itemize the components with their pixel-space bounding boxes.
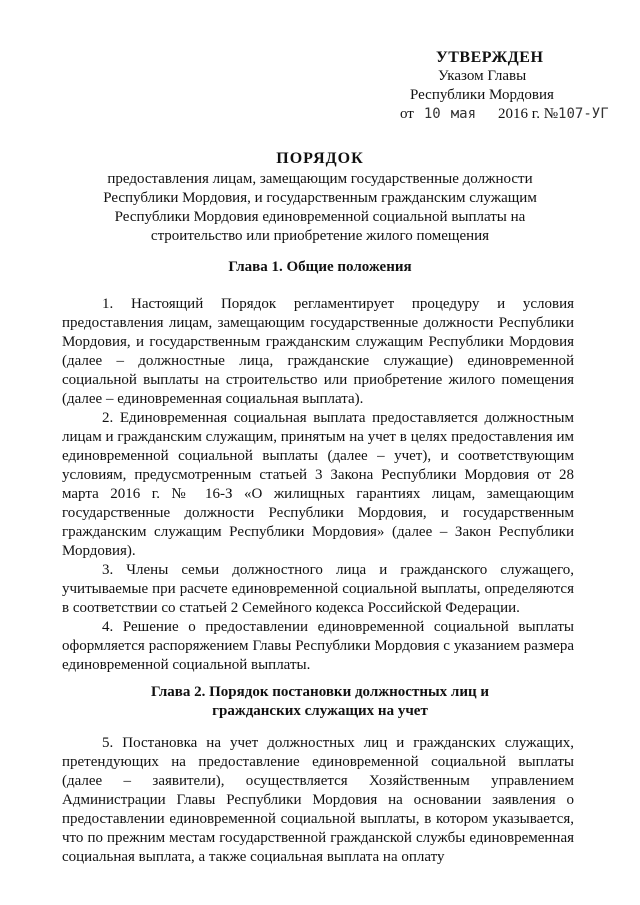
chapter-1-body [62,295,574,675]
subtitle-line: Республики Мордовия единовременной социальной выплаты на [114,209,526,225]
approval-month: мая [450,106,477,122]
approval-day: 10 [423,106,441,122]
document-subtitle [70,170,570,246]
approval-number: 107-УГ [558,106,609,122]
paragraph: 1. Настоящий Порядок регламентирует процедуру и условия предоставления лицам, замещающим государственные должности Республики Мордовия, и государственным гражданским служащим Республики Мордовия (далее – должностные лица, гражданские служащие) единовременной социальной выплаты на строительство или приобретение жилого помещения (далее – единовременная социальная выплата). [62,296,574,407]
chapter-2-heading [0,683,640,721]
chapter-1-heading: Глава 1. Общие положения [228,259,412,275]
approval-line-decree: Указом Главы [438,68,527,84]
chapter-2-heading-line: Глава 2. Порядок постановки должностных лиц и [150,684,490,700]
approval-year: 2016 г. № [498,106,559,122]
paragraph: 4. Решение о предоставлении единовременной социальной выплаты оформляется распоряжением Главы Республики Мордовия с указанием размера единовременной социальной выплаты. [62,619,574,673]
subtitle-line: предоставления лицам, замещающим государственные должности [107,171,533,187]
paragraph: 2. Единовременная социальная выплата предоставляется должностным лицам и гражданским служащим, принятым на учет в целях предоставления им единовременной социальной выплаты (далее – учет), и соответствующим условиям, предусмотренным статьей 3 Закона Республики Мордовия от 28 марта 2016 г. № 16-З «О жилищных гарантиях лицам, замещающим государственные должности Республики Мордовия, и государственным гражданским служащим Республики Мордовия» (далее – Закон Республики Мордовия). [62,410,574,559]
paragraph: 5. Постановка на учет должностных лиц и гражданских служащих, претендующих на предоставление единовременной социальной выплаты (далее – заявители), осуществляется Хозяйственным управлением Администрации Главы Республики Мордовия на основании заявления о предоставлении единовременной социальной выплаты, в котором указывается, что по прежним местам государственной гражданской службы единовременная социальная выплата, а также социальная выплата на оплату [62,735,574,865]
approval-block [392,48,632,124]
document-title: ПОРЯДОК [276,150,364,167]
approval-heading: УТВЕРЖДЕН [436,49,544,66]
approval-date-line [400,105,632,124]
paragraph: 3. Члены семьи должностного лица и гражданского служащего, учитываемые при расчете единовременной социальной выплаты, определяются в соответствии со статьей 2 Семейного кодекса Российской Федерации. [62,562,574,616]
approval-line-republic: Республики Мордовия [410,87,554,103]
subtitle-line: строительство или приобретение жилого помещения [150,228,490,244]
chapter-2-heading-line: гражданских служащих на учет [212,703,428,719]
subtitle-line: Республики Мордовия, и государственным гражданским служащим [103,190,537,206]
chapter-2-body [62,734,574,867]
approval-date-prefix: от [400,106,414,122]
